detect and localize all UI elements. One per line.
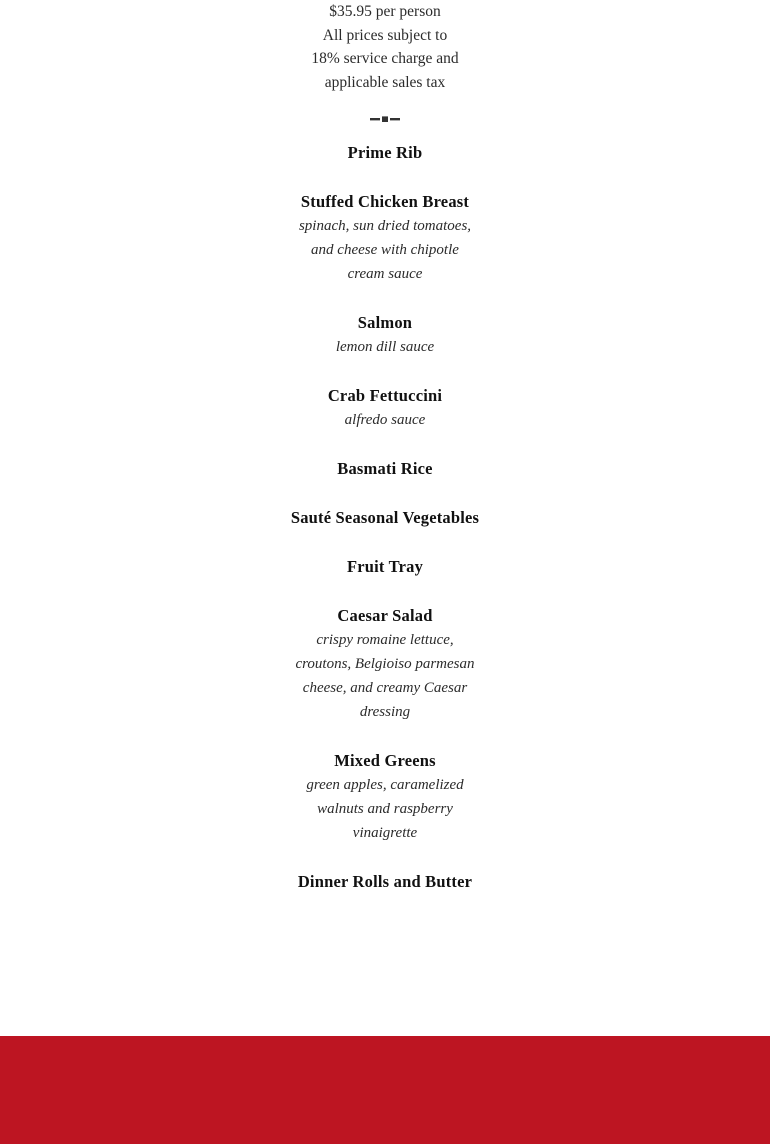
menu-item-name: Stuffed Chicken Breast xyxy=(300,192,470,211)
menu-item xyxy=(280,603,490,724)
menu-item-description: crispy romaine lettuce, croutons, Belgioiso parmesan cheese, and creamy Caesar dressing xyxy=(295,632,475,720)
menu-item xyxy=(280,456,490,481)
price-note-line-3: 18% service charge and xyxy=(311,50,459,67)
menu-item xyxy=(280,554,490,579)
menu-item-name: Prime Rib xyxy=(347,143,423,162)
dinkus-ornament-icon xyxy=(280,114,490,124)
menu-column xyxy=(280,0,490,894)
menu-item xyxy=(280,505,490,530)
footer-band xyxy=(0,1036,770,1144)
menu-item-description: spinach, sun dried tomatoes, and cheese with chipotle cream sauce xyxy=(298,218,472,282)
menu-item xyxy=(280,140,490,165)
menu-item xyxy=(280,748,490,845)
menu-item-name: Sauté Seasonal Vegetables xyxy=(290,508,480,527)
menu-item-name: Salmon xyxy=(357,313,413,332)
price-note xyxy=(280,0,490,94)
menu-item-description: green apples, caramelized walnuts and raspberry vinaigrette xyxy=(306,777,464,841)
price-note-line-2: All prices subject to xyxy=(322,26,448,44)
menu-item-name: Caesar Salad xyxy=(337,606,433,625)
menu-item xyxy=(280,869,490,894)
price-note-line-1: $35.95 per person xyxy=(329,3,441,20)
menu-item-name: Mixed Greens xyxy=(334,751,436,770)
menu-item xyxy=(280,310,490,359)
menu-item-name: Fruit Tray xyxy=(346,557,424,576)
menu-item-name: Basmati Rice xyxy=(337,459,433,478)
menu-item-description: alfredo sauce xyxy=(344,412,426,428)
price-note-line-4: applicable sales tax xyxy=(324,73,446,91)
menu-item-description: lemon dill sauce xyxy=(335,339,435,355)
menu-item-name: Dinner Rolls and Butter xyxy=(297,872,473,891)
menu-item xyxy=(280,383,490,432)
menu-item-name: Crab Fettuccini xyxy=(327,386,443,405)
menu-item xyxy=(280,189,490,286)
